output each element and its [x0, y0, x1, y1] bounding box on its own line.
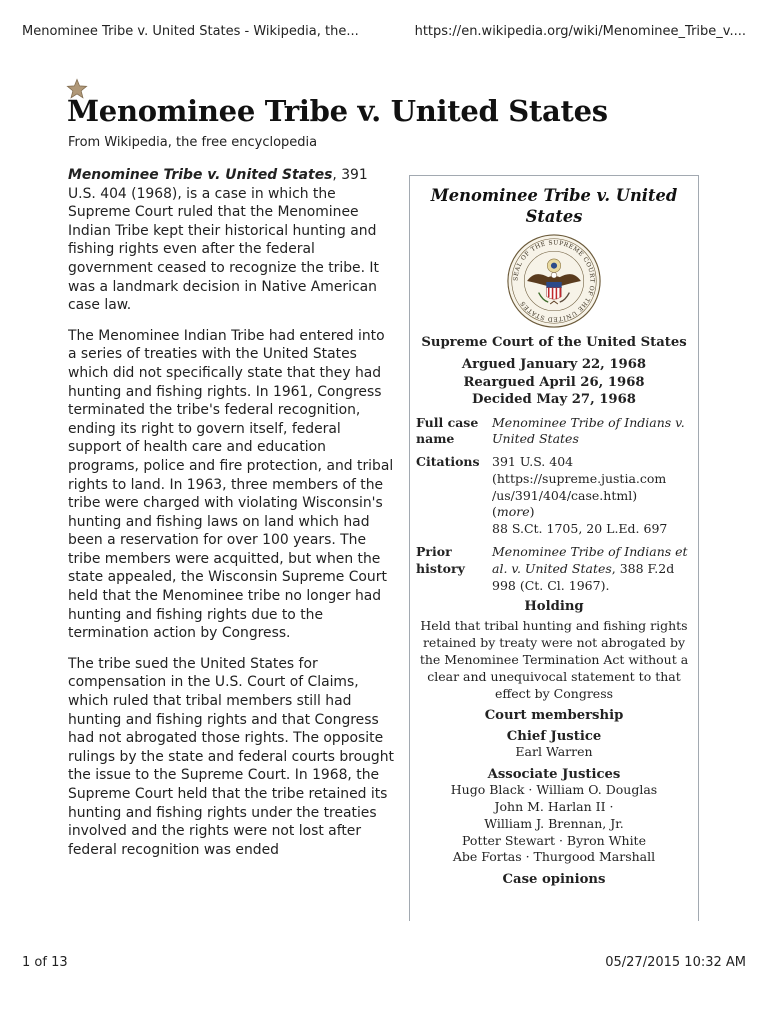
- more-link[interactable]: more: [496, 504, 530, 520]
- holding-heading: Holding: [524, 599, 584, 615]
- full-case-value: [492, 415, 692, 449]
- case-opinions-heading: Case opinions: [502, 872, 606, 888]
- infobox-title: Menominee Tribe v. United States: [430, 186, 678, 226]
- full-case-label: Full case name: [416, 414, 479, 447]
- citations-more[interactable]: [492, 504, 692, 521]
- decided-date: Decided May 27, 1968: [472, 392, 636, 407]
- full-case-name-row: [410, 415, 698, 449]
- page-counter: 1 of 13: [22, 955, 68, 970]
- infobox: [409, 175, 699, 921]
- print-header-url: https://en.wikipedia.org/wiki/Menominee_Tribe_v....: [414, 24, 746, 39]
- citation-sct: 88 S.Ct. 1705, 20 L.Ed. 697: [492, 521, 668, 537]
- court-membership-heading: Court membership: [484, 708, 624, 724]
- site-subtitle: From Wikipedia, the free encyclopedia: [68, 135, 318, 150]
- prior-history-value: [492, 544, 692, 594]
- paragraph-3: The tribe sued the United States for compensation in the U.S. Court of Claims, which ruled that tribal members still had hunting and fishing rights and that Congress had not abrogated those rights. The opposite rulings by the state and federal courts brought the issue to the Supreme Court. In 1968, the Supreme Court held that the tribe retained its hunting and fishing rights under the treaties involved and the rights were not lost after federal recognition was ended: [68, 655, 394, 858]
- more-close-paren: ): [529, 504, 535, 520]
- reargued-date: Reargued April 26, 1968: [463, 374, 645, 390]
- associate-justices-heading: Associate Justices: [487, 767, 621, 783]
- lead-paragraph: [68, 166, 396, 315]
- holding-text: Held that tribal hunting and fishing rights retained by treaty were not abrogated by the Menominee Termination Act without a clear and unequivocal statement to that effect by Congress: [419, 618, 689, 701]
- supreme-court-seal-icon: [506, 233, 602, 329]
- prior-citation: , 388 F.2d 998 (Ct. Cl. 1967).: [492, 560, 675, 593]
- chief-justice-name: Earl Warren: [515, 744, 593, 760]
- article-body: [68, 166, 396, 921]
- page-title: Menominee Tribe v. United States: [67, 94, 608, 128]
- citations-label: Citations: [416, 454, 480, 470]
- prior-history-row: [410, 544, 698, 594]
- associate-line-3: William J. Brennan, Jr.: [484, 815, 624, 831]
- full-case-text: Menominee Tribe of Indians v. United States: [492, 414, 685, 447]
- citation-us: 391 U.S. 404: [492, 454, 574, 470]
- seal-text: SEAL OF THE SUPREME COURT OF THE UNITED STATES: [512, 239, 596, 323]
- associate-line-1: Hugo Black · William O. Douglas: [450, 782, 658, 798]
- print-header-title: Menominee Tribe v. United States - Wikipedia, the...: [22, 24, 359, 39]
- lead-case-name: Menominee Tribe v. United States: [68, 167, 333, 183]
- lead-text: , 391 U.S. 404 (1968), is a case in which the Supreme Court ruled that the Menominee Indian Tribe kept their historical hunting and fishing rights even after the federal government ceased to recognize the tribe. It was a landmark decision in Native American case law.: [68, 167, 379, 314]
- more-open-paren: (: [492, 504, 497, 520]
- print-timestamp: 05/27/2015 10:32 AM: [605, 955, 746, 970]
- infobox-court: Supreme Court of the United States: [421, 335, 687, 350]
- prior-case-name: Menominee Tribe of Indians et al. v. United States: [492, 544, 688, 576]
- associate-line-4: Potter Stewart · Byron White: [462, 832, 646, 848]
- associate-line-5: Abe Fortas · Thurgood Marshall: [452, 849, 656, 865]
- chief-justice-heading: Chief Justice: [506, 729, 602, 745]
- citation-link[interactable]: (https://supreme.justia.com /us/391/404/case.html): [492, 470, 667, 503]
- associate-justices-list: [410, 782, 698, 866]
- citations-row: [410, 454, 698, 538]
- argued-date: Argued January 22, 1968: [461, 357, 647, 372]
- paragraph-2: The Menominee Indian Tribe had entered into a series of treaties with the United States which did not specifically state that they had hunting and fishing rights. In 1961, Congress terminated the tribe's federal recognition, ending its right to govern itself, federal support of health care and education programs, police and fire protection, and tribal rights to land. In 1963, three members of the tribe were charged with violating Wisconsin's hunting and fishing laws on land which had been a reservation for over 100 years. The tribe members were acquitted, but when the state appealed, the Wisconsin Supreme Court held that the Menominee tribe no longer had hunting and fishing rights due to the termination action by Congress.: [68, 327, 394, 642]
- associate-line-2: John M. Harlan II ·: [494, 799, 614, 815]
- infobox-dates: [410, 356, 698, 409]
- citations-value: [492, 454, 692, 538]
- prior-history-label: Prior history: [416, 544, 465, 576]
